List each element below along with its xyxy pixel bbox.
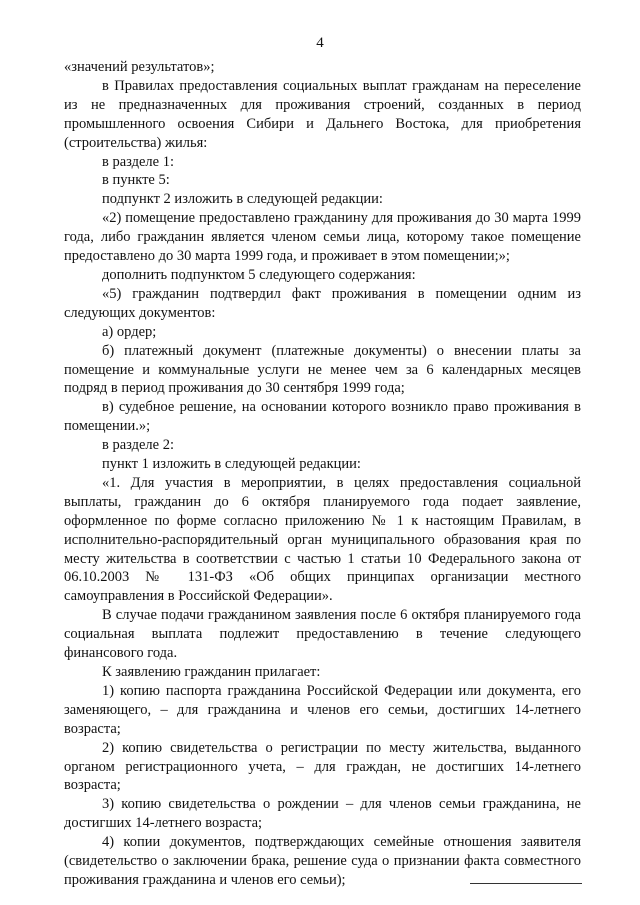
paragraph: «2) помещение предоставлено гражданину для проживания до 30 марта 1999 года, либо гражданин является членом семьи лица, которому такое помещение предоставлено до 30 марта 1999 года, и проживает в этом помещении;»; xyxy=(64,210,581,265)
footer-divider xyxy=(470,883,582,884)
paragraph: 1) копию паспорта гражданина Российской Федерации или документа, его заменяющего, – для гражданина и членов его семьи, достигших 14-летнего возраста; xyxy=(64,682,581,737)
paragraph: дополнить подпунктом 5 следующего содержания: xyxy=(102,266,416,283)
paragraph: в Правилах предоставления социальных выплат гражданам на переселение из не предназначенных для проживания строений, созданных в период промышленного освоения Сибири и Дальнего Востока, для приобретения (строительства) жилья: xyxy=(64,77,581,151)
page-number: 4 xyxy=(316,35,324,51)
paragraph: К заявлению гражданин прилагает: xyxy=(102,664,321,680)
paragraph: подпункт 2 изложить в следующей редакции: xyxy=(102,191,383,208)
document-body xyxy=(64,58,581,890)
paragraph: «значений результатов»; xyxy=(64,59,215,75)
paragraph: В случае подачи гражданином заявления после 6 октября планируемого года социальная выплата подлежит предоставлению в течение следующего финансового года. xyxy=(64,607,581,662)
paragraph: в пункте 5: xyxy=(102,172,170,189)
paragraph: в разделе 1: xyxy=(102,153,175,170)
paragraph: в) судебное решение, на основании которого возникло право проживания в помещении.»; xyxy=(64,399,581,435)
paragraph: в разделе 2: xyxy=(102,437,175,454)
paragraph: б) платежный документ (платежные документы) о внесении платы за помещение и коммунальные услуги не менее чем за 6 календарных месяцев подряд в период проживания до 30 сентября 1999 года; xyxy=(64,342,581,397)
paragraph: а) ордер; xyxy=(102,323,157,340)
paragraph: 2) копию свидетельства о регистрации по месту жительства, выданного органом регистрационного учета, – для граждан, не достигших 14-летнего возраста; xyxy=(64,739,581,794)
paragraph: «5) гражданин подтвердил факт проживания в помещении одним из следующих документов: xyxy=(64,285,581,321)
paragraph: пункт 1 изложить в следующей редакции: xyxy=(102,456,361,473)
paragraph: «1. Для участия в мероприятии, в целях предоставления социальной выплаты, гражданин до 6 октября планируемого года подает заявление, оформленное по форме согласно приложению № 1 к настоящим Правилам, в исполнительно-распорядительный орган муниципального образования края по месту жительства в соответствии с частью 1 статьи 10 Федерального закона от 06.10.2003 № 131-ФЗ «Об общих принципах организации местного самоуправления в Российской Федерации». xyxy=(64,474,581,605)
paragraph: 4) копии документов, подтверждающих семейные отношения заявителя (свидетельство о заключении брака, решение суда о признании факта совместного проживания гражданина и членов его семьи); xyxy=(64,834,581,888)
paragraph: 3) копию свидетельства о рождении – для членов семьи гражданина, не достигших 14-летнего возраста; xyxy=(64,796,581,832)
